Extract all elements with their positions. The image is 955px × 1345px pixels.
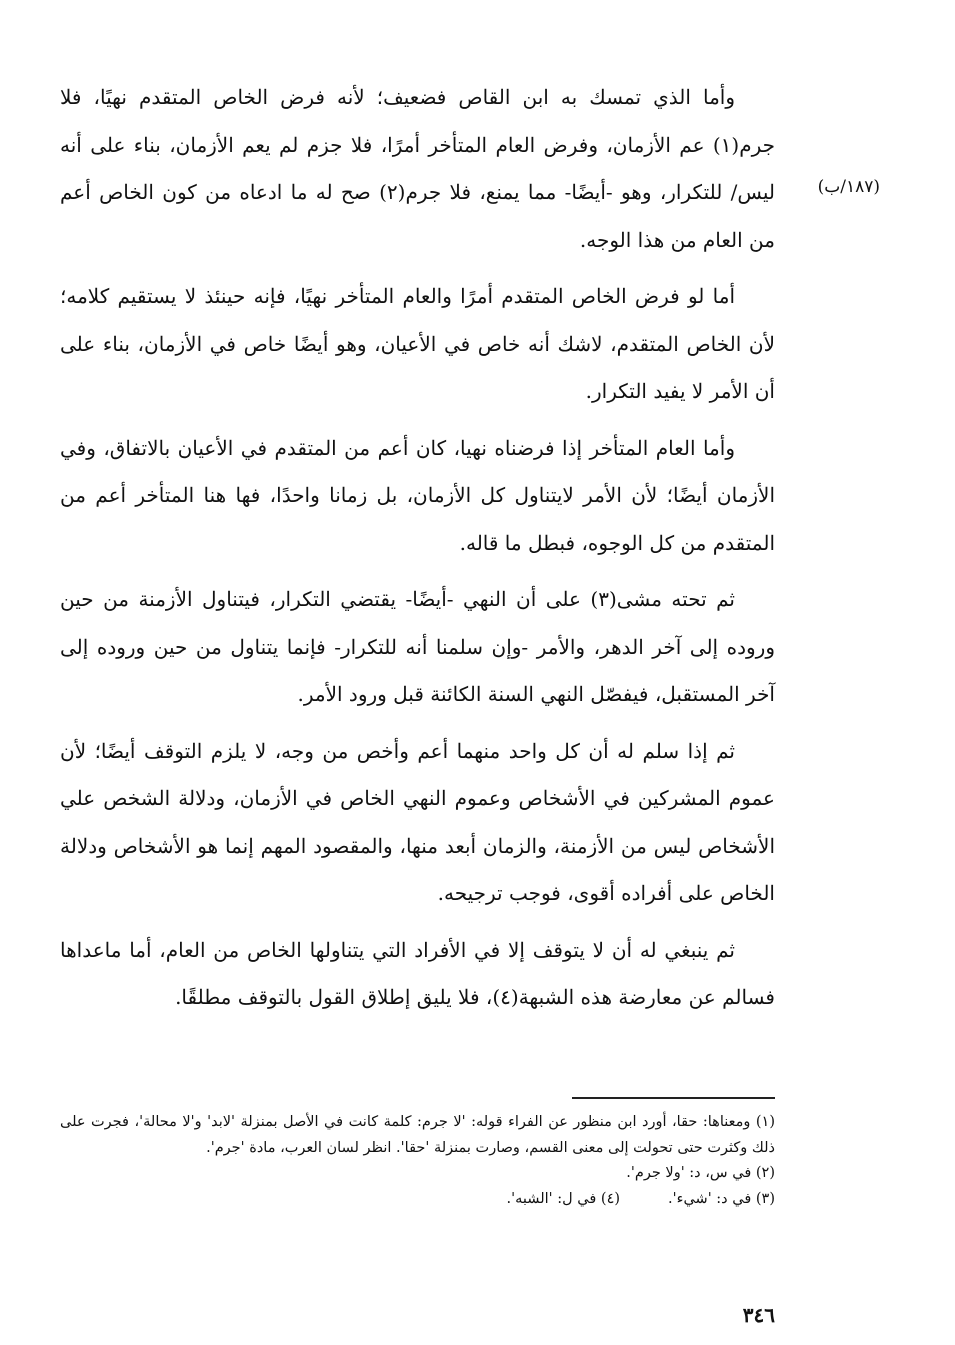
footnote-4: (٤) في ل: 'الشبه'.	[506, 1190, 621, 1207]
footnote-3: (٣) في د: 'شيء'.	[668, 1190, 775, 1207]
paragraph-3: وأما العام المتأخر إذا فرضناه نهيا، كان أعم من المتقدم في الأعيان بالاتفاق، وفي الأزمان أيضًا؛ لأن الأمر لايتناول كل الأزمان، بل زمانا واحدًا، فها هنا المتأخر أعم من المتقدم من كل الوجوه، فبطل ما قاله.	[60, 435, 775, 555]
paragraph-1: وأما الذي تمسك به ابن القاص فضعيف؛ لأنه فرض الخاص المتقدم نهيًا، فلا جرم(١) عم الأزمان، وفرض العام المتأخر أمرًا، فلا جزم لم يعم الأزمان، بناء على أنه ليس/ للتكرار، وهو -أيضًا- مما يمنع، فلا جرم(٢) صح له ما ادعاه من كون الخاص أعم من العام من هذا الوجه.	[60, 85, 775, 252]
footnote-2: (٢) في س، د: 'ولا جرم'.	[626, 1165, 775, 1181]
paragraph-5: ثم إذا سلم له أن كل واحد منهما أعم وأخص من وجه، لا يلزم التوقف أيضًا؛ لأن عموم المشركين في الأشخاص وعموم النهي الخاص في الأزمان، ودلالة الشخص علي الأشخاص ليس من الأزمنة، والزمان أبعد منها، والمقصود المهم إنما هو الأشخاص ودلالة الخاص على أفراده أقوى، فوجب ترجيحه.	[60, 738, 775, 905]
paragraph-4: ثم تحته مشى(٣) على أن النهي -أيضًا- يقتضي التكرار، فيتناول الأزمنة من حين وروده إلى آخر الدهر، والأمر -وإن سلمنا أنه للتكرار- فإنما يتناول من حين وروده إلى آخر المستقبل، فيفصّل النهي السنة الكائنة قبل ورود الأمر.	[60, 587, 775, 706]
main-text	[60, 74, 775, 1022]
page-number: ٣٤٦	[742, 1303, 775, 1327]
footnote-1: (١) ومعناها: حقا، أورد ابن منظور عن الفراء قوله: 'لا جرم: كلمة كانت في الأصل بمنزلة 'لابد' و'لا محالة'، فجرت على ذلك وكثرت حتى تحولت إلى معنى القسم، وصارت بمنزلة 'حقا'. انظر لسان العرب، مادة 'جرم'.	[60, 1114, 775, 1156]
paragraph-6: ثم ينبغي له أن لا يتوقف إلا في الأفراد التي يتناولها الخاص من العام، أما ماعداها فسالم عن معارضة هذه الشبهة(٤)، فلا يليق إطلاق القول بالتوقف مطلقًا.	[60, 937, 775, 1009]
footnotes	[60, 1110, 775, 1212]
footnote-separator	[572, 1097, 775, 1099]
footnote-row	[60, 1187, 775, 1213]
paragraph-2: أما لو فرض الخاص المتقدم أمرًا والعام المتأخر نهيًا، فإنه حينئذ لا يستقيم كلامه؛ لأن الخاص المتقدم، لاشك أنه خاص في الأعيان، وهو أيضًا خاص في الأزمان، بناء على أن الأمر لا يفيد التكرار.	[60, 284, 775, 403]
margin-folio-reference: (١٨٧/ب)	[817, 177, 880, 197]
